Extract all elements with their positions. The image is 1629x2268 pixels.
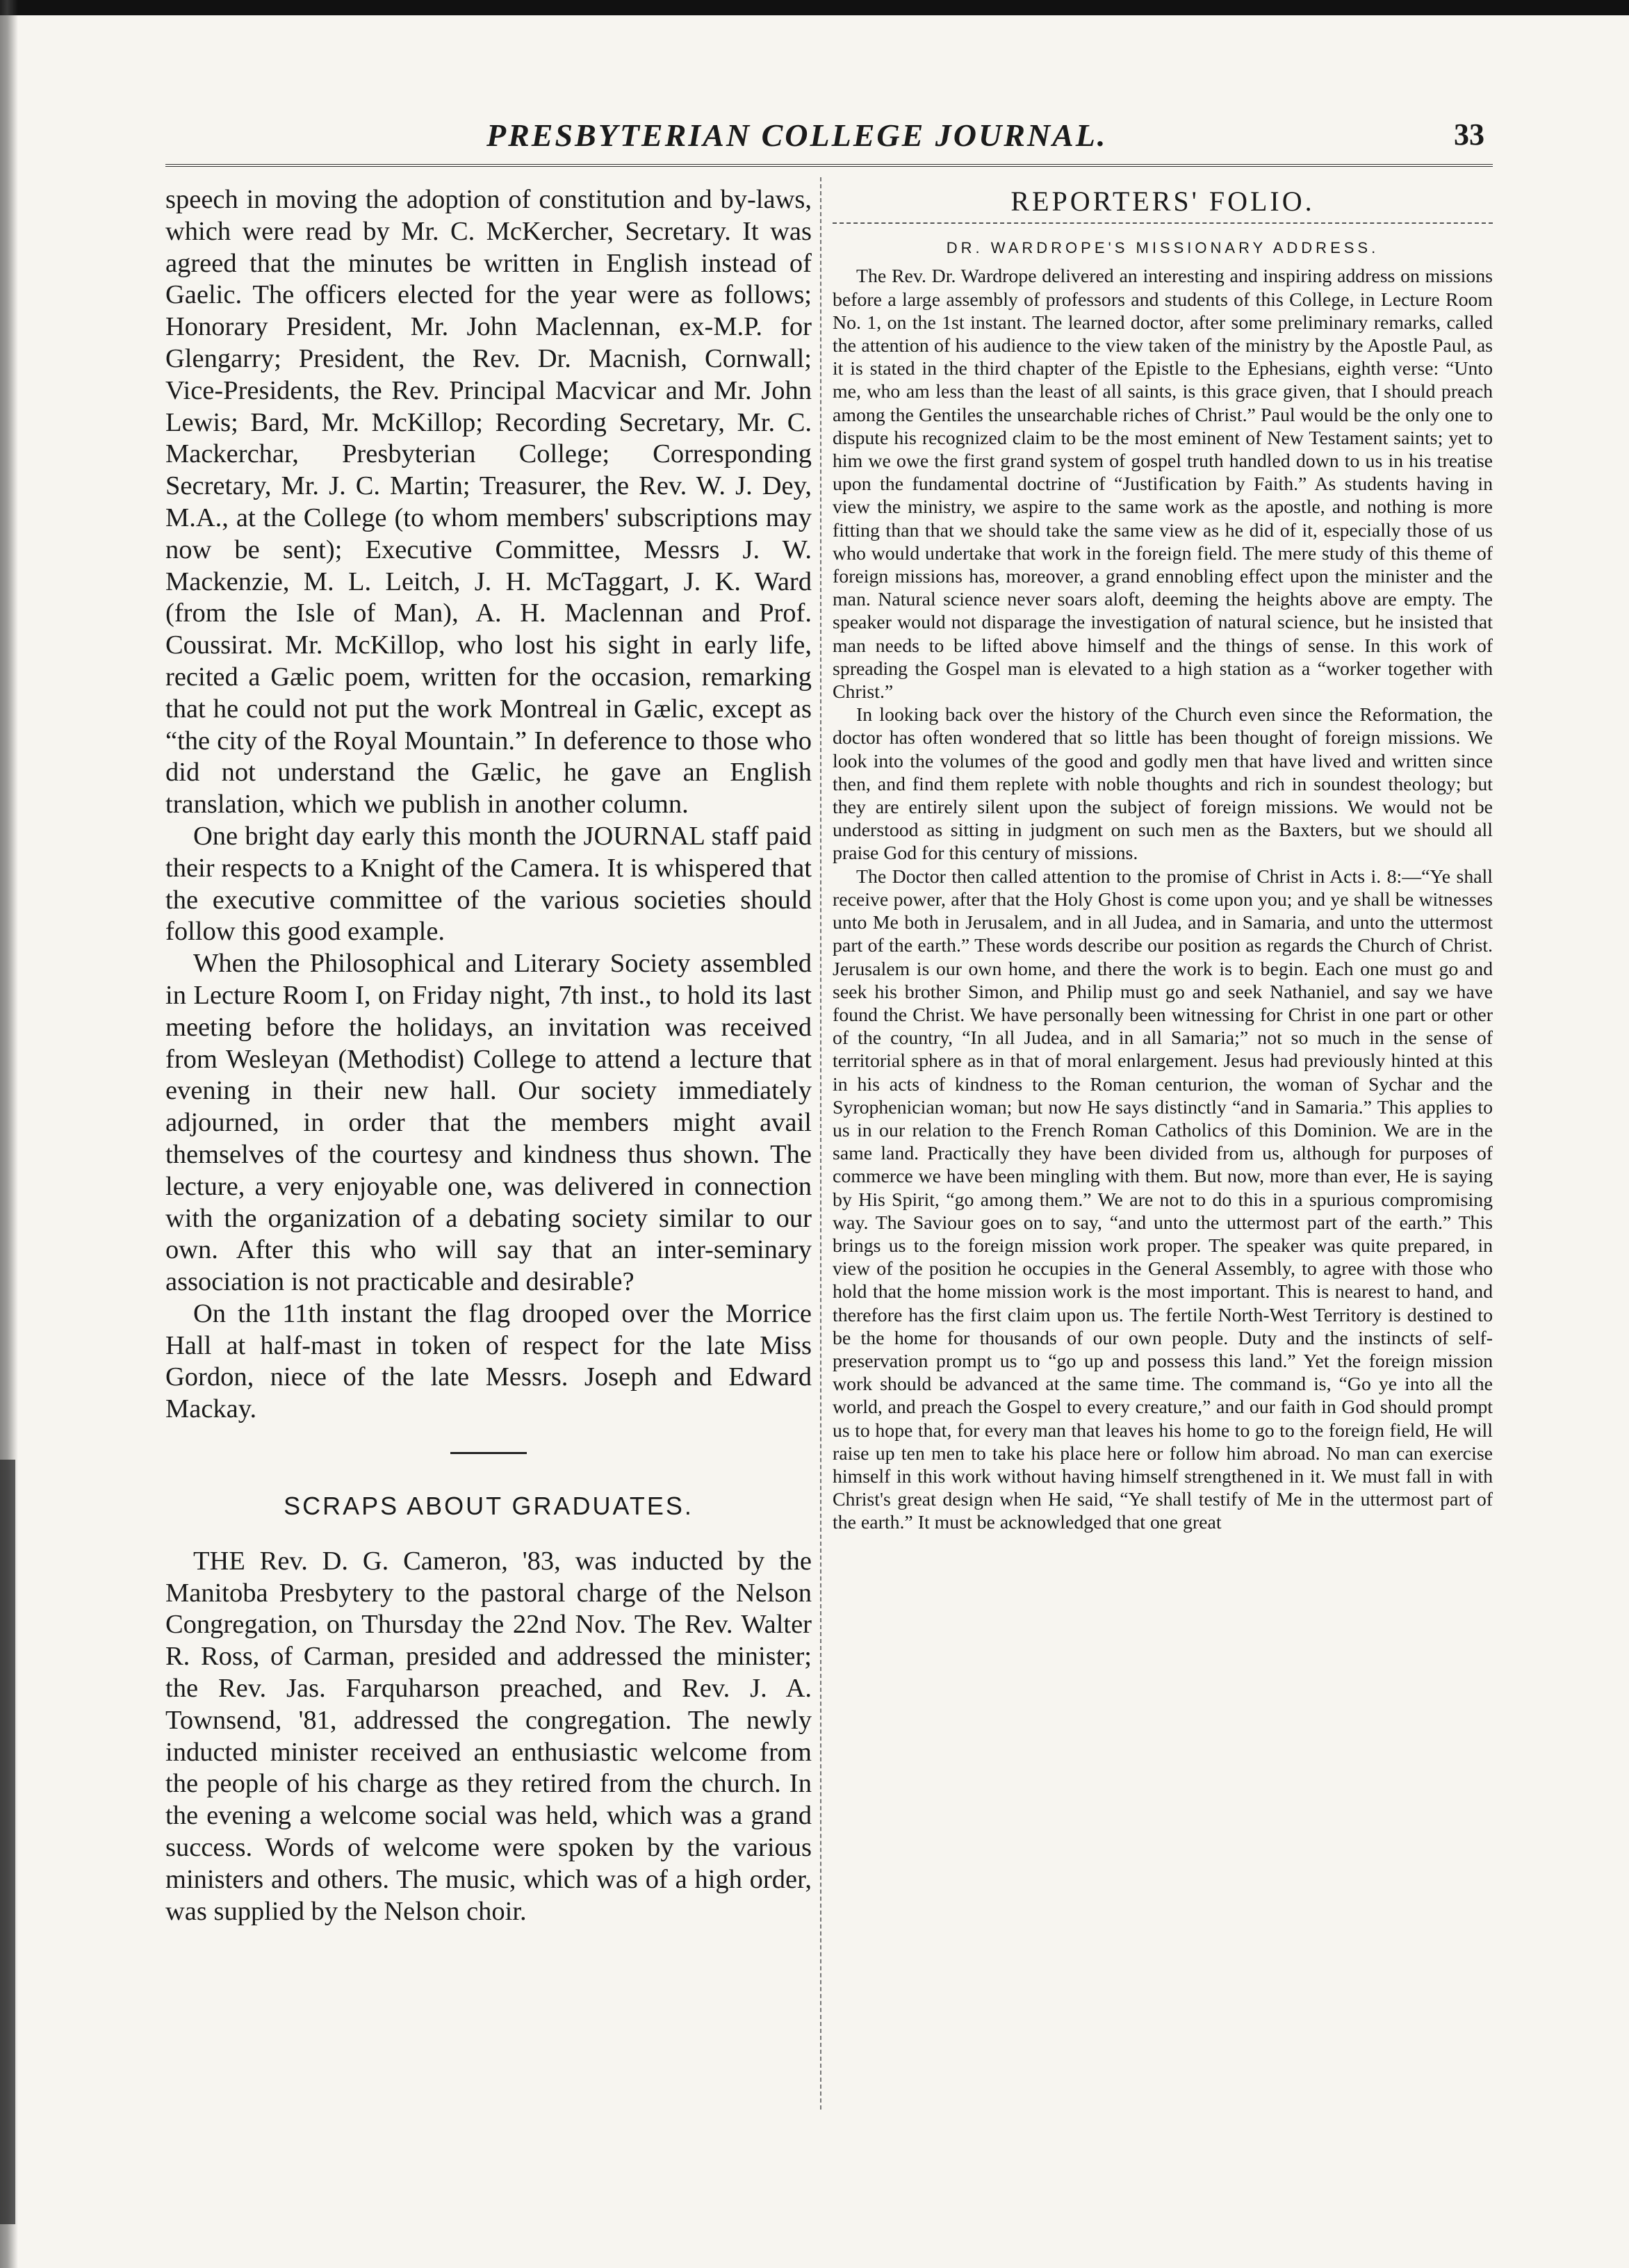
scan-binding-shadow [0,1460,15,2224]
article-paragraph: When the Philosophical and Literary Society assembled in Lecture Room I, on Friday night, 7th inst., to hold its last meeting before the holidays, an invitation was received from Wesleyan (Methodist) College to attend a lecture that evening in their new hall. Our society immediately adjourned, in order that the members might avail themselves of the courtesy and kindness thus shown. The lecture, a very enjoyable one, was delivered in connection with the organization of a debating society similar to our own. After this who will say that an inter-seminary association is not practicable and desirable? [165,949,812,1297]
folio-paragraph: The Rev. Dr. Wardrope delivered an interesting and inspiring address on missions before a large assembly of professors and students of this College, in Lecture Room No. 1, on the 1st instant. The learned doctor, after some preliminary remarks, called the attention of his audience to the view taken of the ministry by the Apostle Paul, as it is stated in the third chapter of the Epistle to the Ephesians, eighth verse: “Unto me, who am less than the least of all saints, is this grace given, that I should preach among the Gentiles the unsearchable riches of Christ.” Paul would be the only one to dispute his recognized claim to be the most eminent of New Testament saints; yet to him we owe the first grand system of gospel truth handled down to us in his treatise upon the fundamental doctrine of “Justification by Faith.” As students having in view the ministry, we aspire to the same work as the apostle, and nothing is more fitting than that we should take the same view as he did of it, especially those of us who would undertake that work in the foreign field. The mere study of this theme of foreign missions has, moreover, a grand ennobling effect upon the minister and the man. Natural science never soars aloft, deeming the heights above are empty. The speaker would not disparage the investigation of natural science, but he insisted that man needs to be lifted above himself and the things of sense. In this work of spreading the Gospel man is elevated to a high station as a “worker together with Christ.” [833,266,1493,703]
page-top-border [0,0,1629,15]
section-heading: SCRAPS ABOUT GRADUATES. [284,1492,694,1521]
article-paragraph: speech in moving the adoption of constitution and by-laws, which were read by Mr. C. McKercher, Secretary. It was agreed that the minutes be written in English instead of Gaelic. The officers elected for the year were as follows; Honorary President, Mr. John Maclennan, ex-M.P. for Glengarry; President, the Rev. Dr. Macnish, Cornwall; Vice-Presidents, the Rev. Principal Macvicar and Mr. John Lewis; Bard, Mr. McKillop; Recording Secretary, Mr. C. Mackerchar, Presbyterian College; Corresponding Secretary, Mr. J. C. Martin; Treasurer, the Rev. W. J. Dey, M.A., at the College (to whom members' subscriptions may now be sent); Executive Committee, Messrs J. W. Mackenzie, M. L. Leitch, J. H. McTaggart, J. K. Ward (from the Isle of Man), A. H. Maclennan and Prof. Coussirat. Mr. McKillop, who lost his sight in early life, recited a Gælic poem, written for the occasion, remarking that he could not put the work Montreal in Gælic, except as “the city of the Royal Mountain.” In deference to those who did not understand the Gælic, he gave an English translation, which we publish in another column. [165,185,812,819]
scraps-paragraph [165,1546,812,1928]
page-number: 33 [1454,117,1484,152]
header-rule [165,164,1493,167]
folio-paragraph: In looking back over the history of the Church even since the Reformation, the doctor has often wondered that so little has been thought of foreign missions. We look into the volumes of the good and godly men that have lived and written since then, and find them replete with noble thoughts and rich in soundest theology; but they are entirely silent upon the subject of foreign missions. We would not be understood as sitting in judgment on such men as the Baxters, but we should all praise God for this century of missions. [833,704,1493,865]
right-column [833,184,1493,1535]
running-title: PRESBYTERIAN COLLEGE JOURNAL. [486,117,1108,153]
folio-heading: REPORTERS' FOLIO. [1010,186,1315,217]
article-paragraph: On the 11th instant the flag drooped over the Morrice Hall at half-mast in token of respect for the late Miss Gordon, niece of the late Messrs. Joseph and Edward Mackay. [165,1298,812,1424]
scraps-lead-word: THE [193,1546,245,1576]
folio-rule [833,222,1493,224]
article-paragraph: One bright day early this month the JOURNAL staff paid their respects to a Knight of the Camera. It is whispered that the executive committee of the various societies should follow this good example. [165,821,812,947]
scraps-text: Rev. D. G. Cameron, '83, was inducted by the Manitoba Presbytery to the pastoral charge of the Nelson Congregation, on Thursday the 22nd Nov. The Rev. Walter R. Ross, of Carman, presided and addressed the minister; the Rev. Jas. Farquharson preached, and Rev. J. A. Townsend, '81, addressed the congregation. The newly inducted minister received an enthusiastic welcome from the people of his charge as they retired from the church. In the evening a welcome social was held, which was a grand success. Words of welcome were spoken by the various ministers and others. The music, which was of a high order, was supplied by the Nelson choir. [165,1546,812,1926]
column-divider [820,177,821,2110]
section-separator [450,1452,527,1454]
folio-subheading: DR. WARDROPE'S MISSIONARY ADDRESS. [946,239,1380,257]
folio-paragraph: The Doctor then called attention to the promise of Christ in Acts i. 8:—“Ye shall receive power, after that the Holy Ghost is come upon you; and ye shall be witnesses unto Me both in Jerusalem, and in all Judea, and in Samaria, and unto the uttermost part of the earth.” These words describe our position as regards the Church of Christ. Jerusalem is our own home, and there the work is to begin. Each one must go and seek his brother Simon, and Philip must go and seek Nathaniel, and say we have found the Christ. We have personally been witnessing for Christ in one part or other of the country, “In all Judea, and in all Samaria;” not so much in the sense of territorial sphere as in that of moral enlargement. Jesus had previously hinted at this in his acts of kindness to the Roman centurion, the woman of Sychar and the Syrophenician woman; but now He says distinctly “and in Samaria.” This applies to us in our relation to the French Roman Catholics of this Dominion. We are in the same land. Practically they have been divided from us, although for purposes of commerce we have been mingling with them. But now, more than ever, He is saying by His Spirit, “go among them.” We are not to do this in a spurious compromising way. The Saviour goes on to say, “and unto the uttermost part of the earth.” This brings us to the foreign mission work proper. The speaker was quite prepared, in view of the position he occupies in the General Assembly, to agree with those who hold that the home mission work is the most important. This is nearest to hand, and therefore has the first claim upon us. The fertile North-West Territory is destined to be the home for thousands of our own people. Duty and the instincts of self-preservation prompt us to “go up and possess this land.” Yet the foreign mission work should be advanced at the same time. The command is, “Go ye into all the world, and preach the Gospel to every creature,” and our faith in God should prompt us to hope that, for every man that leaves his home to go to the foreign field, He will raise up ten men to take his place here or follow him abroad. No man can exercise himself in this work without having himself strengthened in it. We must fall in with Christ's great design when He said, “Ye shall testify of Me in the uttermost part of the earth.” It must be acknowledged that one great [833,865,1493,1534]
running-head [0,117,1629,165]
left-column [165,184,812,1927]
